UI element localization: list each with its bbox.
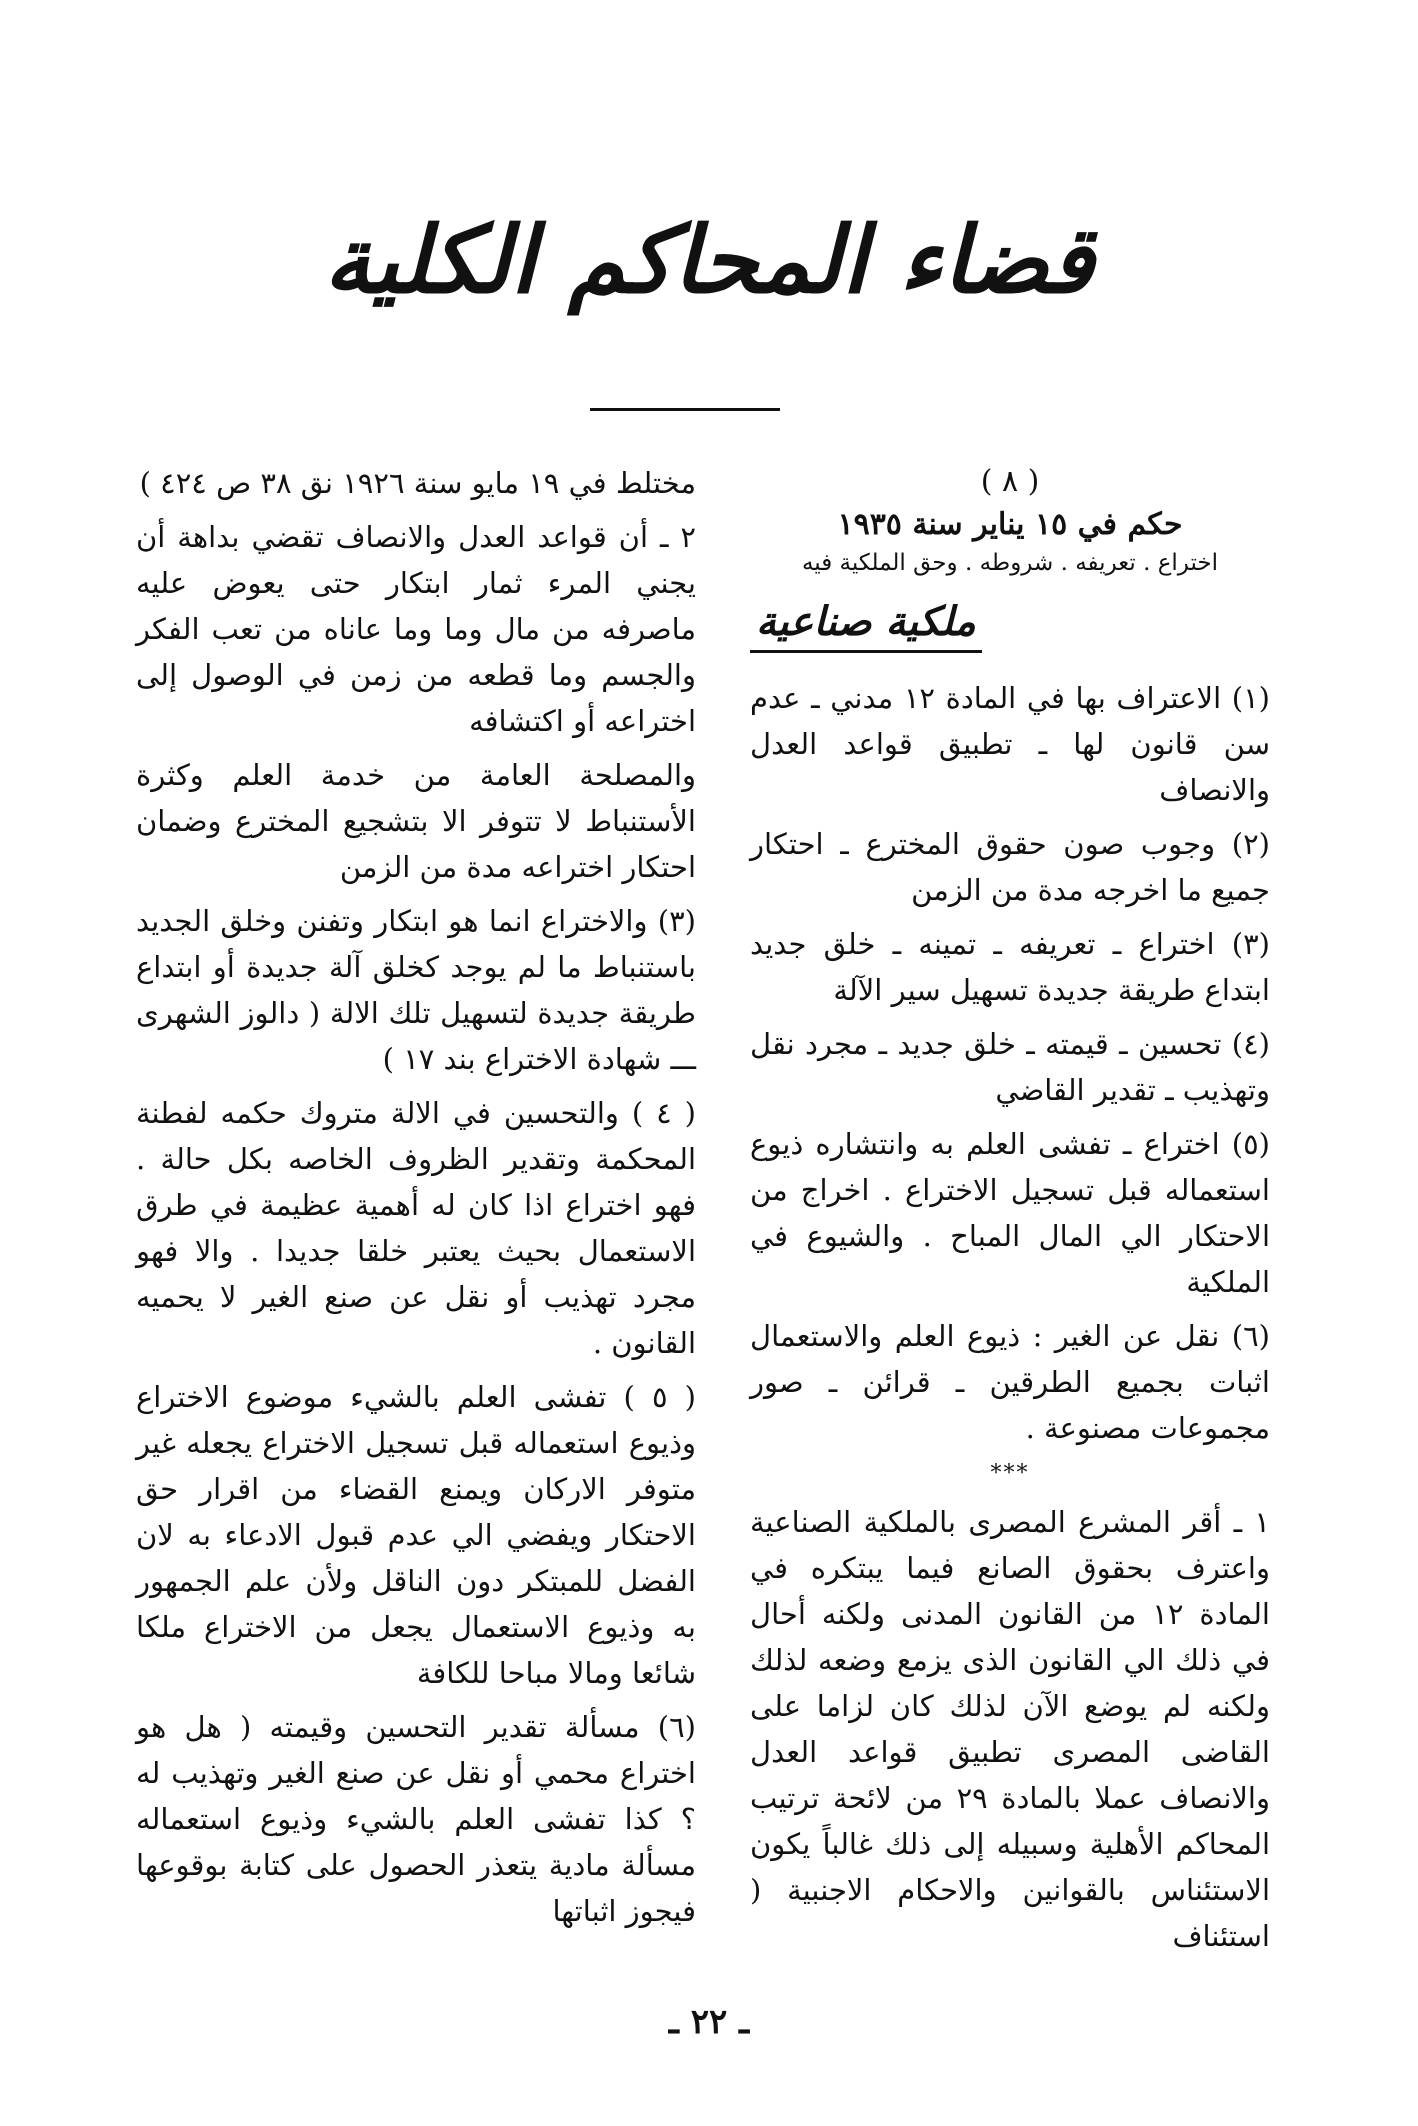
- body-paragraph-5: ( ٥ ) تفشى العلم بالشيء موضوع الاختراع وذيوع استعماله قبل تسجيل الاختراع يجعله غير متوفر الاركان ويمنع القضاء من اقرار حق الاحتكار ويفضي الي عدم قبول الادعاء به لان الفضل للمبتكر دون الناقل ولأن علم الجمهور به وذيوع الاستعمال يجعل من الاختراع ملكا شائعا ومالا مباحا للكافة: [136, 1380, 696, 1690]
- judgment-body-paragraph: ١ ـ أقر المشرع المصرى بالملكية الصناعية واعترف بحقوق الصانع فيما يبتكره في المادة ١٢ من القانون المدنى ولكنه أحال في ذلك الي القانون الذى يزمع وضعه لذلك ولكنه لم يوضع الآن لذلك كان لزاما على القاضى المصرى تطبيق قواعد العدل والانصاف عملا بالمادة ٢٩ من لائحة ترتيب المحاكم الأهلية وسبيله إلى ذلك غالباً يكون الاستئناس بالقوانين والاحكام الاجنبية ( استئناف: [750, 1505, 1270, 1953]
- summary-item-5: (٥) اختراع ـ تفشى العلم به وانتشاره ذيوع استعماله قبل تسجيل الاختراع . اخراج من الاحتكار الي المال المباح . والشيوع في الملكية: [750, 1127, 1270, 1299]
- journal-title: قضاء المحاكم الكلية: [323, 206, 1095, 314]
- body-paragraph-2: والمصلحة العامة من خدمة العلم وكثرة الأستنباط لا تتوفر الا بتشجيع المخترع وضمان احتكار اختراعه مدة من الزمن: [136, 758, 696, 884]
- body-paragraph-1: ٢ ـ أن قواعد العدل والانصاف تقضي بداهة أن يجني المرء ثمار ابتكار حتى يعوض عليه ماصرفه من مال وما وما عاناه من تعب الفكر والجسم وما قطعه من زمن في الوصول إلى اختراعه أو اكتشافه: [136, 520, 696, 738]
- case-keywords: اختراع . تعريفه . شروطه . وحق الملكية فيه: [801, 550, 1219, 576]
- section-separator: ***: [990, 1461, 1030, 1486]
- section-heading-text: ملكية صناعية: [750, 596, 982, 653]
- body-paragraph-3: (٣) والاختراع انما هو ابتكار وتفنن وخلق الجديد باستنباط ما لم يوجد كخلق آلة جديدة أو ابتداع طريقة جديدة لتسهيل تلك الالة ( دالوز الشهرى ـــ شهادة الاختراع بند ١٧ ): [136, 904, 696, 1076]
- section-heading: [750, 596, 1270, 653]
- summary-item-4: (٤) تحسين ـ قيمته ـ خلق جديد ـ مجرد نقل وتهذيب ـ تقدير القاضي: [750, 1027, 1270, 1107]
- citation-continuation: مختلط في ١٩ مايو سنة ١٩٢٦ نق ٣٨ ص ٤٢٤ ): [139, 466, 696, 500]
- right-column: [750, 460, 1270, 1967]
- summary-item-6: (٦) نقل عن الغير : ذيوع العلم والاستعمال اثبات بجميع الطرقين ـ قرائن ـ صور مجموعات مصنوعة .: [750, 1319, 1270, 1445]
- case-date: حكم في ١٥ يناير سنة ١٩٣٥: [837, 507, 1183, 542]
- left-column: [136, 460, 696, 1942]
- summary-item-2: (٢) وجوب صون حقوق المخترع ـ احتكار جميع ما اخرجه مدة من الزمن: [750, 827, 1270, 907]
- summary-item-1: (١) الاعتراف بها في المادة ١٢ مدني ـ عدم سن قانون لها ـ تطبيق قواعد العدل والانصاف: [750, 681, 1270, 807]
- body-paragraph-6: (٦) مسألة تقدير التحسين وقيمته ( هل هو اختراع محمي أو نقل عن صنع الغير وتهذيب له ؟ كذا تفشى العلم بالشيء وذيوع استعماله مسألة مادية يتعذر الحصول على كتابة بوقوعها فيجوز اثباتها: [136, 1710, 696, 1928]
- case-number: ( ٨ ): [980, 464, 1040, 499]
- page-number: ـ ٢٢ ـ: [668, 2002, 750, 2042]
- title-rule: [590, 408, 780, 411]
- body-paragraph-4: ( ٤ ) والتحسين في الالة متروك حكمه لفطنة المحكمة وتقدير الظروف الخاصه بكل حالة . فهو اختراع اذا كان له أهمية عظيمة في طرق الاستعمال بحيث يعتبر خلقا جديدا . والا فهو مجرد تهذيب أو نقل عن صنع الغير لا يحميه القانون .: [136, 1096, 696, 1360]
- summary-item-3: (٣) اختراع ـ تعريفه ـ تمينه ـ خلق جديد ابتداع طريقة جديدة تسهيل سير الآلة: [750, 927, 1270, 1007]
